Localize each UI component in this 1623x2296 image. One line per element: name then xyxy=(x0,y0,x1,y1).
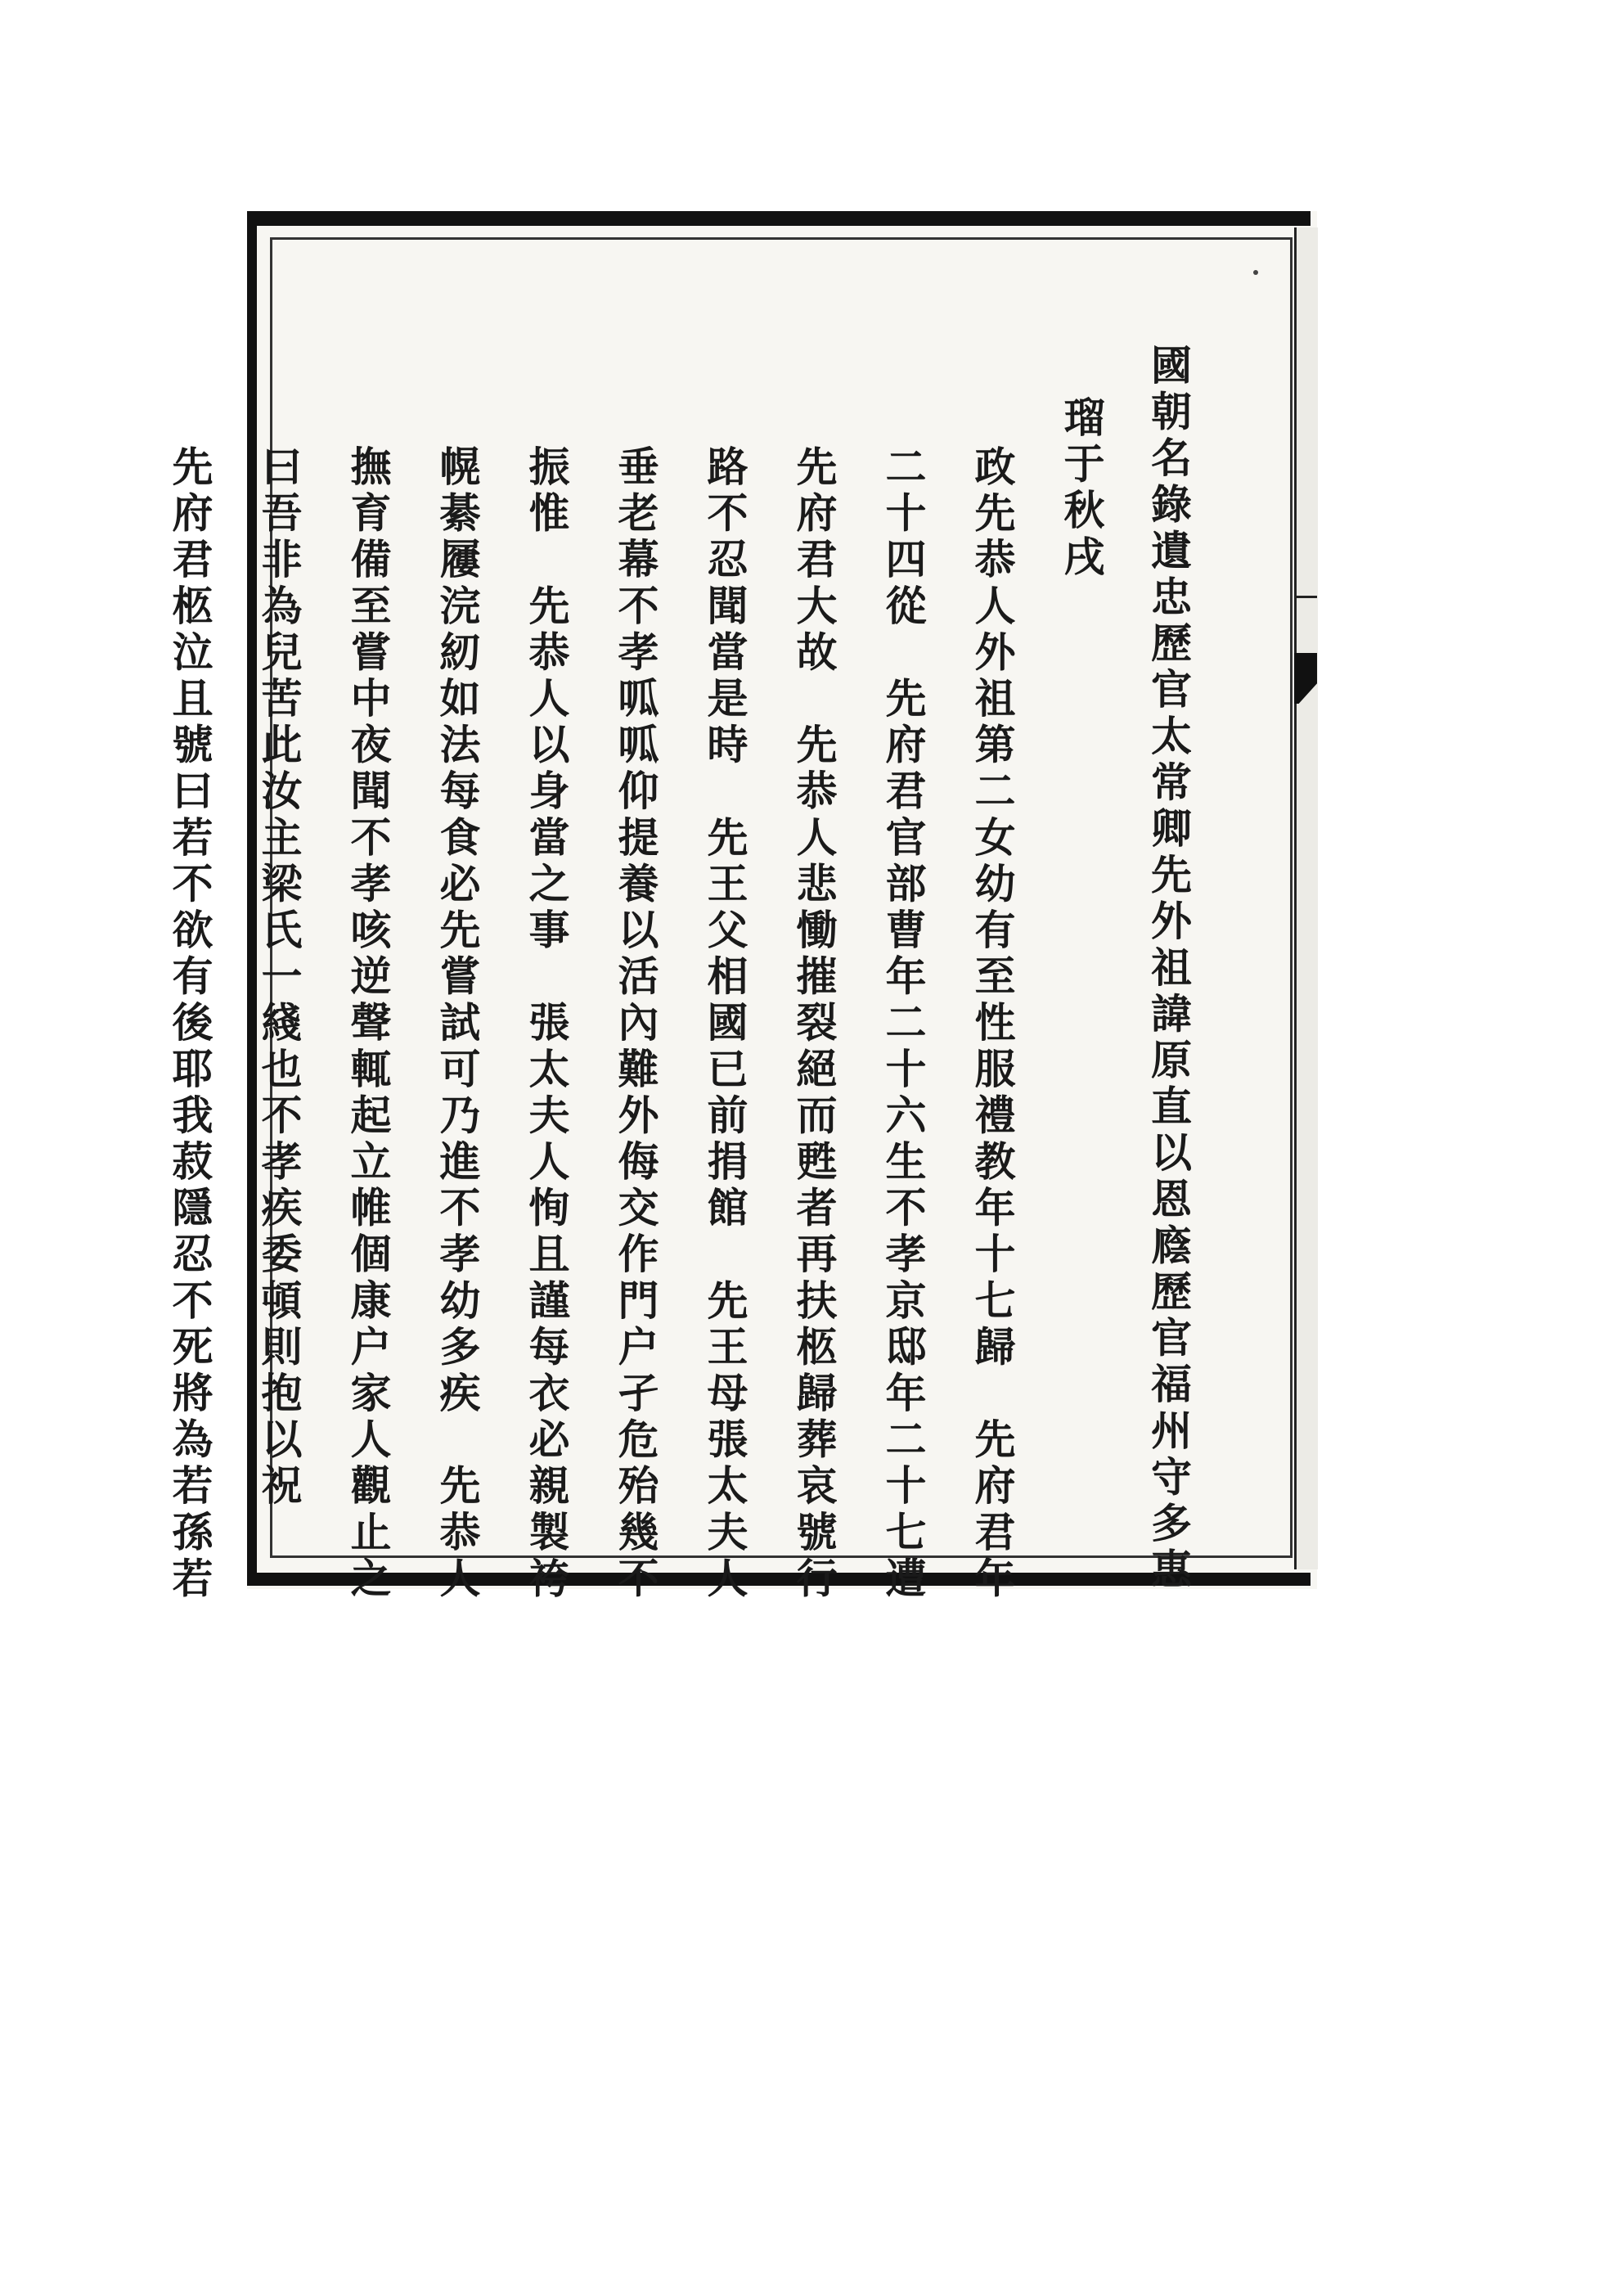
column-text: 路不忍聞當是時 先王父相國已前捐館 先王母張太夫人 xyxy=(700,445,749,1603)
text-column xyxy=(769,344,858,1603)
running-header-column xyxy=(1036,344,1126,1603)
column-text: 先府君柩泣且號曰若不欲有後耶我菽隱忍不死將為若孫若 xyxy=(165,445,214,1603)
column-text: 幌綦屨浣紉如法每食必先嘗試可乃進不孝幼多疾 先恭人 xyxy=(433,445,482,1603)
text-column xyxy=(680,344,769,1603)
scanned-page xyxy=(165,211,1317,1603)
column-text: 二十四從 先府君官部曹年二十六生不孝京邸年二十七遭 xyxy=(879,445,928,1603)
text-column xyxy=(412,344,501,1603)
column-text: 振惟 先恭人以身當之事 張太夫人恂且謹每衣必親製袴 xyxy=(522,445,571,1603)
column-text: 政先恭人外祖第二女幼有至性服禮教年十七歸 先府君年 xyxy=(968,445,1017,1603)
text-column xyxy=(323,344,412,1603)
column-text: 垂老幕不孝呱呱仰提養以活內難外侮交作門户孑危殆幾不 xyxy=(611,445,660,1603)
text-column xyxy=(234,344,323,1603)
text-column xyxy=(145,344,234,1603)
page-gutter xyxy=(1294,227,1318,1569)
column-text: 曰吾非為兒苦此汝主梁氏一綫也不孝疾委頓則抱以祝 xyxy=(254,445,303,1510)
column-text: 撫育備至嘗中夜聞不孝咳逆聲輒起立帷個康户家人觀止之 xyxy=(344,445,393,1603)
ink-speck xyxy=(1253,270,1258,275)
column-text: 國朝名錄遺忠歷官太常卿先外祖諱原直以恩廕歷官福州守多惠 xyxy=(1144,344,1193,1595)
running-header: 瑠于秋戌 xyxy=(1057,396,1106,582)
gutter-rule xyxy=(1294,596,1317,598)
text-column xyxy=(1126,344,1211,1603)
text-column xyxy=(501,344,591,1603)
text-column xyxy=(947,344,1036,1603)
column-text: 先府君大故 先恭人悲慟摧裂絕而甦者再扶柩歸葬哀號行 xyxy=(789,445,838,1603)
text-column xyxy=(591,344,680,1603)
text-column xyxy=(858,344,947,1603)
text-columns xyxy=(145,344,1211,1603)
